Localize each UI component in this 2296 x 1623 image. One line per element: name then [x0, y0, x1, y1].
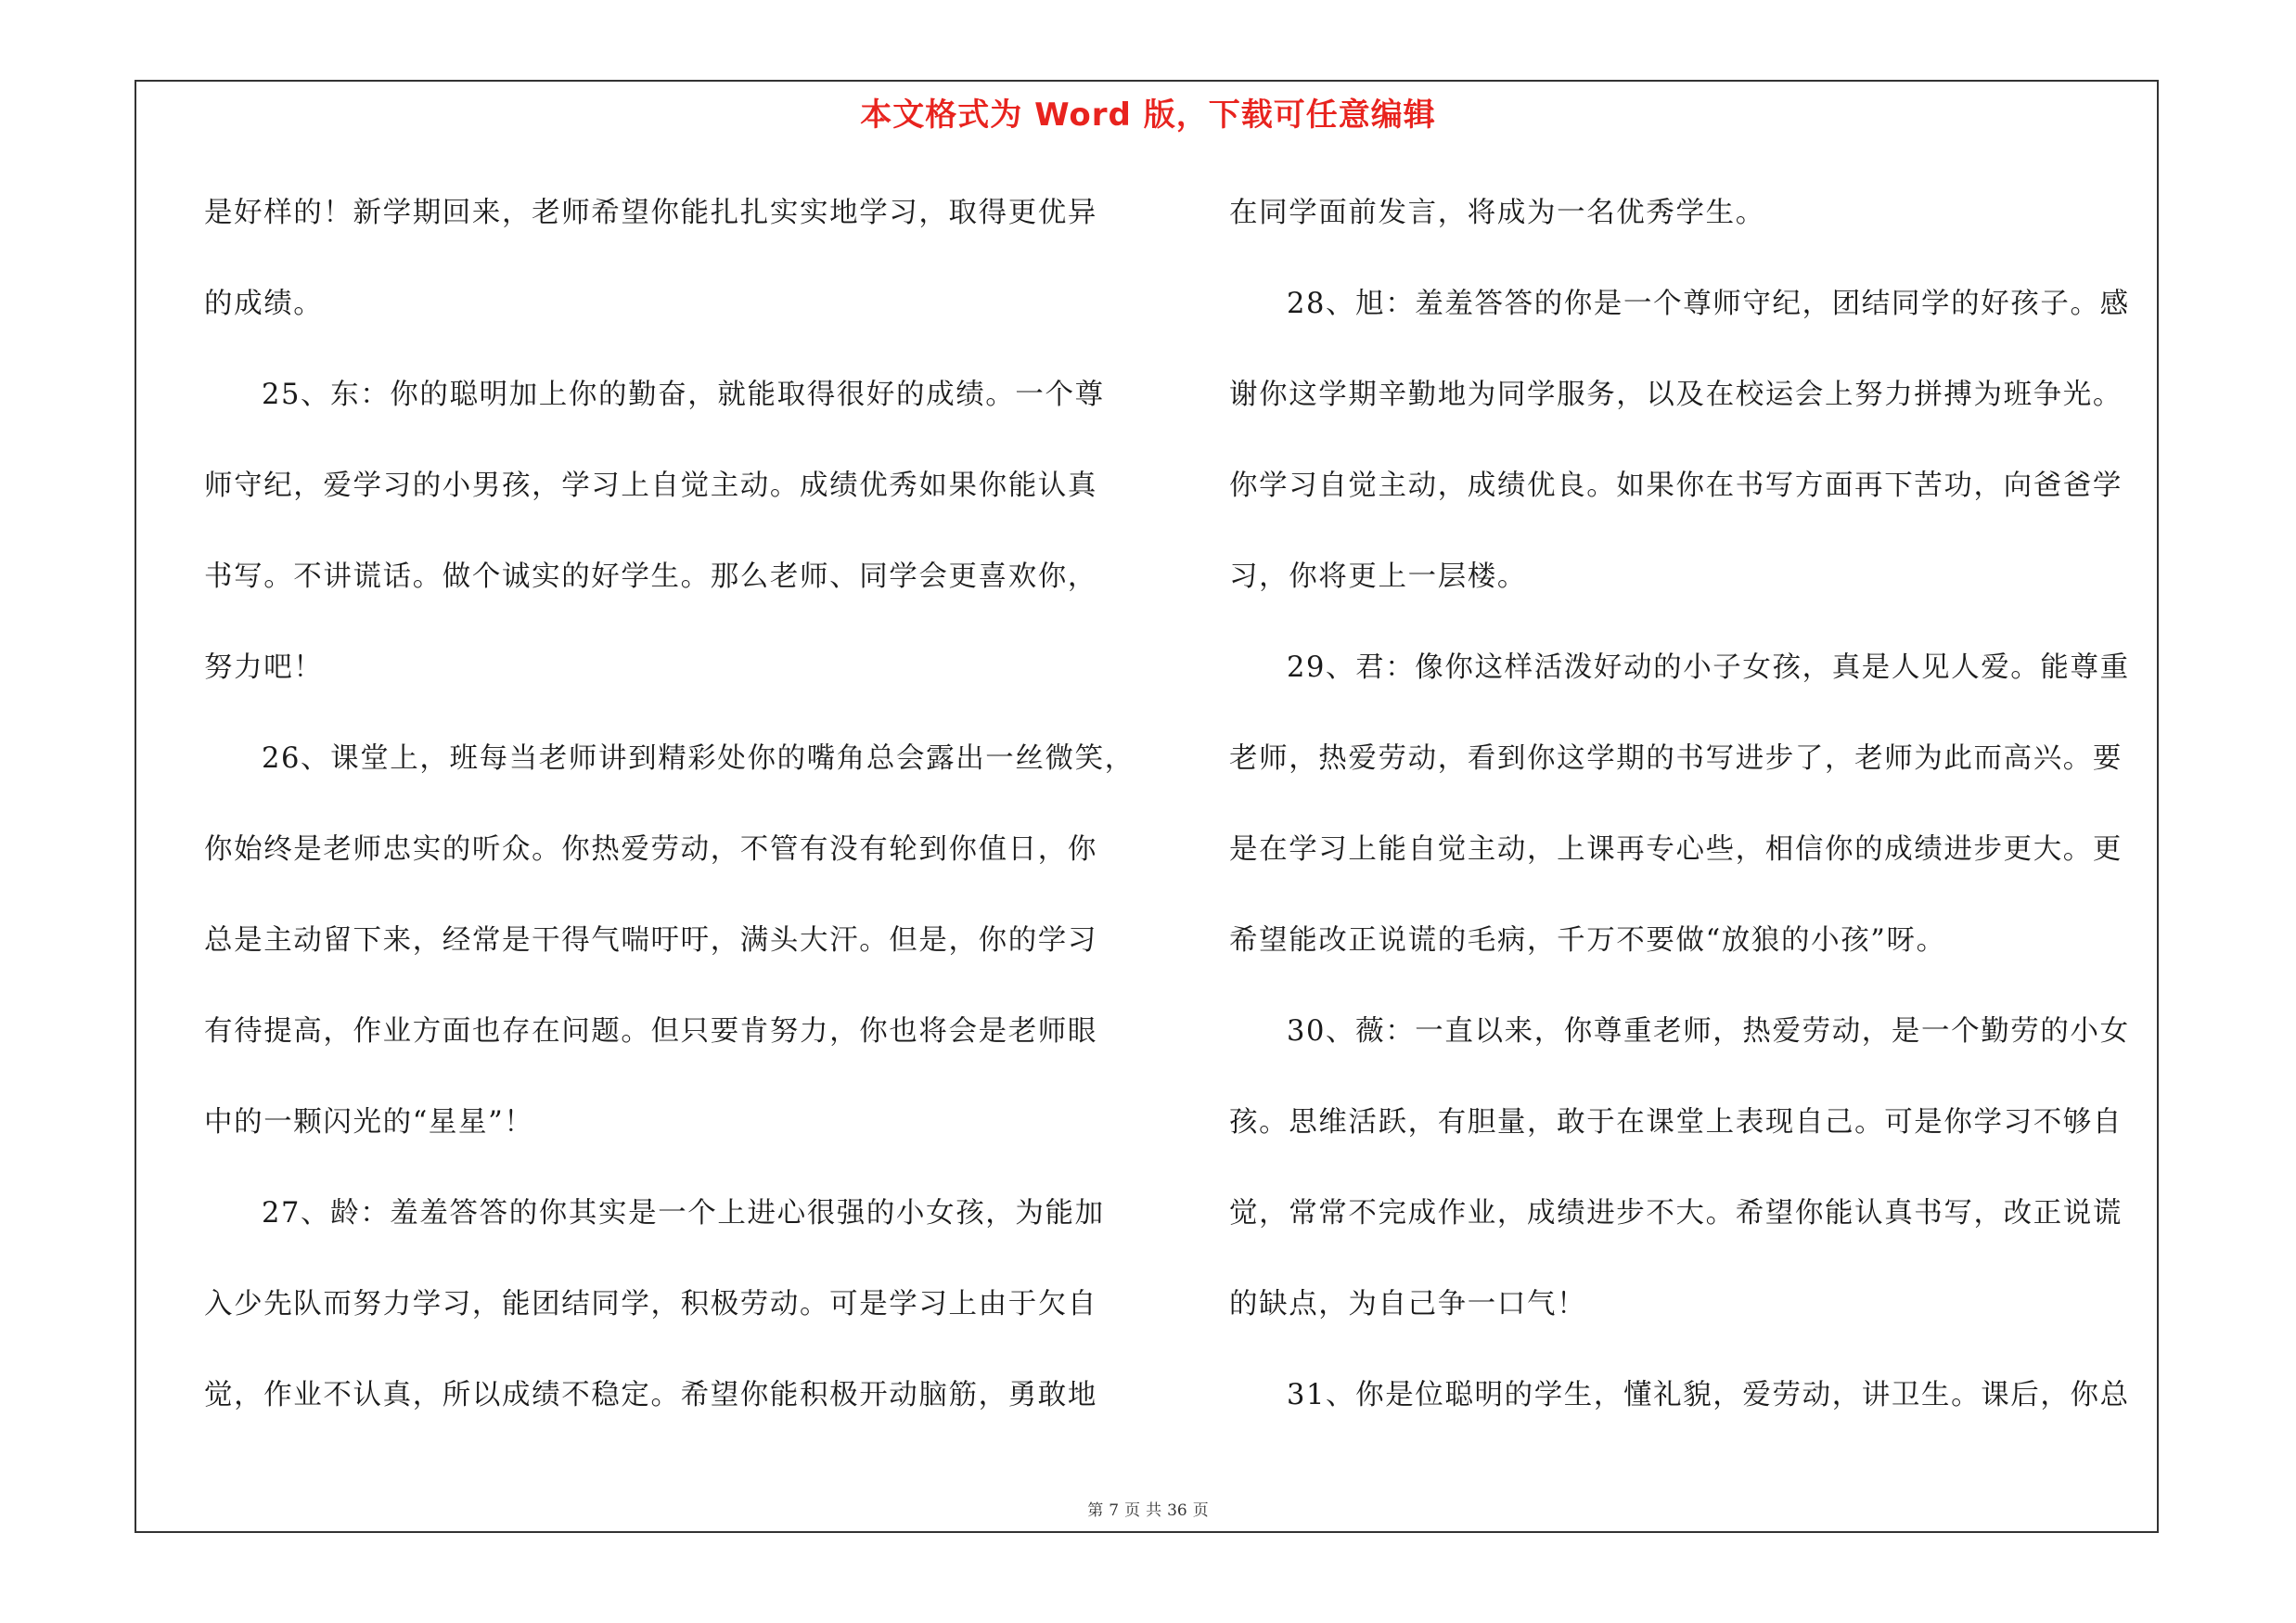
text-line: 在同学面前发言，将成为一名优秀学生。: [1229, 197, 1765, 229]
text-line: 是在学习上能自觉主动，上课再专心些，相信你的成绩进步更大。更: [1229, 833, 2123, 866]
text-line: 你学习自觉主动，成绩优良。如果你在书写方面再下苦功，向爸爸学: [1229, 470, 2123, 502]
text-line: 师守纪，爱学习的小男孩，学习上自觉主动。成绩优秀如果你能认真: [204, 470, 1097, 502]
paragraph-start-line: 26、课堂上，班每当老师讲到精彩处你的嘴角总会露出一丝微笑，: [262, 742, 1135, 775]
text-line: 中的一颗闪光的“星星”！: [204, 1106, 534, 1139]
text-line: 是好样的！新学期回来，老师希望你能扎扎实实地学习，取得更优异: [204, 197, 1097, 229]
header-banner: 本文格式为 Word 版，下载可任意编辑: [860, 97, 1436, 134]
text-line: 的缺点，为自己争一口气！: [1229, 1288, 1587, 1320]
text-line: 孩。思维活跃，有胆量，敢于在课堂上表现自己。可是你学习不够自: [1229, 1106, 2123, 1139]
text-line: 老师，热爱劳动，看到你这学期的书写进步了，老师为此而高兴。要: [1229, 742, 2123, 775]
paragraph-start-line: 30、薇：一直以来，你尊重老师，热爱劳动，是一个勤劳的小女: [1287, 1015, 2130, 1048]
footer-page-word: 页: [1124, 1501, 1141, 1520]
footer-prefix: 第: [1087, 1501, 1104, 1520]
paragraph-start-line: 29、君：像你这样活泼好动的小子女孩，真是人见人爱。能尊重: [1287, 651, 2130, 684]
text-line: 书写。不讲谎话。做个诚实的好学生。那么老师、同学会更喜欢你，: [204, 560, 1097, 593]
text-line: 觉，常常不完成作业，成绩进步不大。希望你能认真书写，改正说谎: [1229, 1197, 2123, 1230]
page-number: 7: [1109, 1501, 1120, 1520]
text-line: 你始终是老师忠实的听众。你热爱劳动，不管有没有轮到你值日，你: [204, 833, 1097, 866]
text-line: 谢你这学期辛勤地为同学服务，以及在校运会上努力拼搏为班争光。: [1229, 379, 2123, 411]
right-column: [1229, 182, 2157, 1455]
text-line: 有待提高，作业方面也存在问题。但只要肯努力，你也将会是老师眼: [204, 1015, 1097, 1048]
paragraph-start-line: 28、旭：羞羞答答的你是一个尊师守纪，团结同学的好孩子。感: [1287, 288, 2130, 320]
footer-total-word: 共: [1146, 1501, 1162, 1520]
text-line: 习，你将更上一层楼。: [1229, 560, 1527, 593]
text-line: 觉，作业不认真，所以成绩不稳定。希望你能积极开动脑筋，勇敢地: [204, 1379, 1097, 1411]
text-line: 努力吧！: [204, 651, 324, 684]
left-column: [204, 182, 1135, 1455]
page-footer: [0, 1497, 2296, 1520]
paragraph-start-line: 25、东：你的聪明加上你的勤奋，就能取得很好的成绩。一个尊: [262, 379, 1105, 411]
text-line: 入少先队而努力学习，能团结同学，积极劳动。可是学习上由于欠自: [204, 1288, 1097, 1320]
text-line: 的成绩。: [204, 288, 324, 320]
footer-suffix: 页: [1192, 1501, 1209, 1520]
paragraph-start-line: 27、龄：羞羞答答的你其实是一个上进心很强的小女孩，为能加: [262, 1197, 1105, 1230]
text-line: 总是主动留下来，经常是干得气喘吁吁，满头大汗。但是，你的学习: [204, 924, 1097, 957]
text-line: 希望能改正说谎的毛病，千万不要做“放狼的小孩”呀。: [1229, 924, 1946, 957]
paragraph-start-line: 31、你是位聪明的学生，懂礼貌，爱劳动，讲卫生。课后，你总: [1287, 1379, 2130, 1411]
total-pages: 36: [1167, 1501, 1187, 1520]
